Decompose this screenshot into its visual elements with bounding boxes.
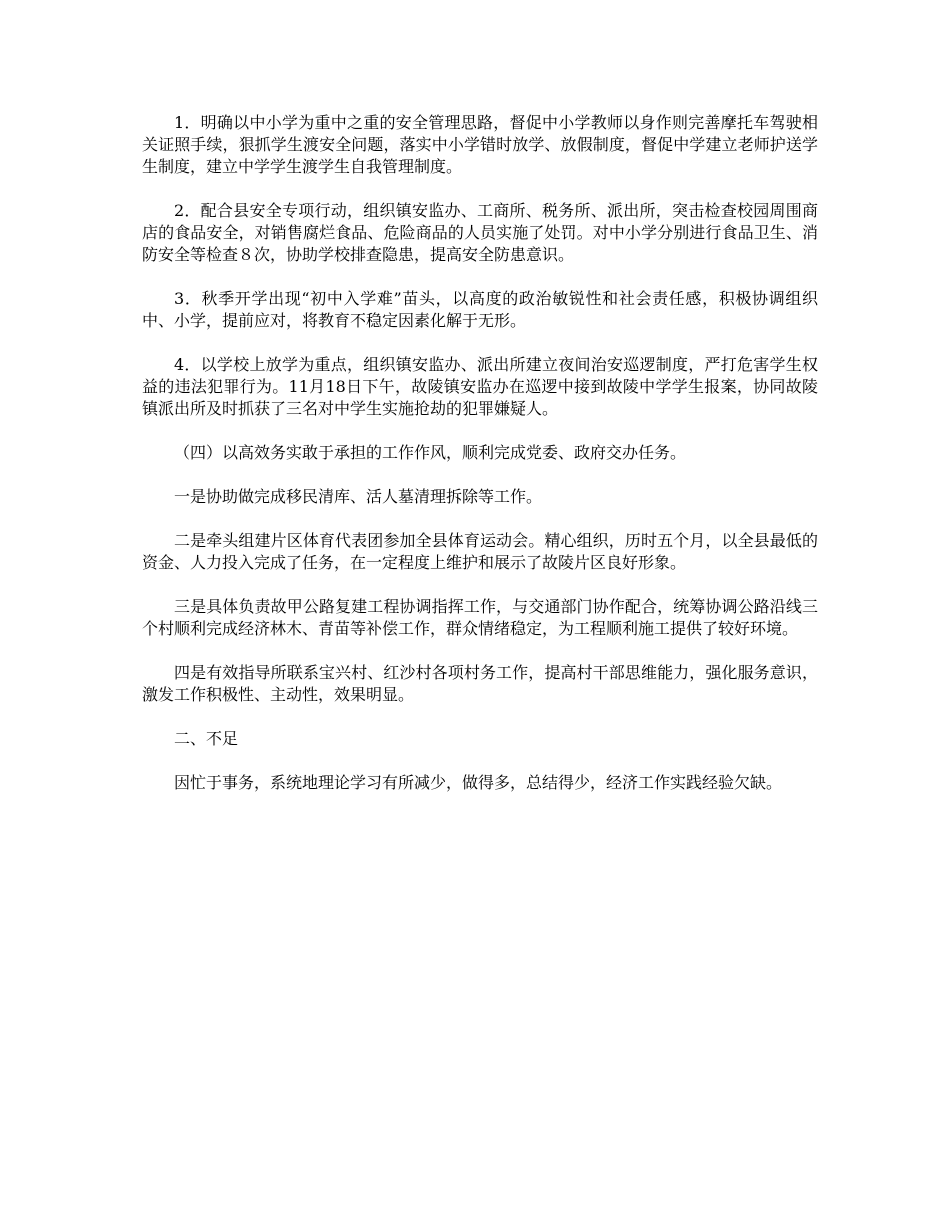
paragraph-second-task: 二是牵头组建片区体育代表团参加全县体育运动会。精心组织，历时五个月，以全县最低的资金、人力投入完成了任务，在一定程度上维护和展示了故陵片区良好形象。 [142,531,818,572]
paragraph-first-task: 一是协助做完成移民清库、活人墓清理拆除等工作。 [174,487,543,506]
paragraph-shortcomings: 因忙于事务，系统地理论学习有所减少，做得多，总结得少，经济工作实践经验欠缺。 [174,773,783,792]
paragraph-item-4-night-patrol: 4．以学校上放学为重点，组织镇安监办、派出所建立夜间治安巡逻制度，严打危害学生权益的违法犯罪行为。11月18日下午，故陵镇安监办在巡逻中接到故陵中学学生报案，协同故陵镇派出所及时抓获了三名对中学生实施抢劫的犯罪嫌疑人。 [142,355,818,418]
paragraph-item-2-food-safety: 2．配合县安全专项行动，组织镇安监办、工商所、税务所、派出所，突击检查校园周围商店的食品安全，对销售腐烂食品、危险商品的人员实施了处罚。对中小学分别进行食品卫生、消防安全等检查８次，协助学校排查隐患，提高安全防患意识。 [142,201,818,264]
paragraph-item-1-safety-management: 1．明确以中小学为重中之重的安全管理思路，督促中小学教师以身作则完善摩托车驾驶相关证照手续，狠抓学生渡安全问题，落实中小学错时放学、放假制度，督促中学建立老师护送学生制度，建立中学学生渡学生自我管理制度。 [142,113,818,176]
section-heading-four: （四）以高效务实敢于承担的工作作风，顺利完成党委、政府交办任务。 [174,443,687,462]
document-body [142,112,818,816]
paragraph-fourth-task: 四是有效指导所联系宝兴村、红沙村各项村务工作，提高村干部思维能力，强化服务意识，激发工作积极性、主动性，效果明显。 [142,663,818,704]
section-heading-shortcomings: 二、不足 [174,729,239,748]
paragraph-third-task: 三是具体负责故甲公路复建工程协调指挥工作，与交通部门协作配合，统筹协调公路沿线三个村顺利完成经济林木、青苗等补偿工作，群众情绪稳定，为工程顺利施工提供了较好环境。 [142,597,818,638]
paragraph-item-3-enrollment: 3．秋季开学出现“初中入学难”苗头，以高度的政治敏锐性和社会责任感，积极协调组织中、小学，提前应对，将教育不稳定因素化解于无形。 [142,289,818,330]
